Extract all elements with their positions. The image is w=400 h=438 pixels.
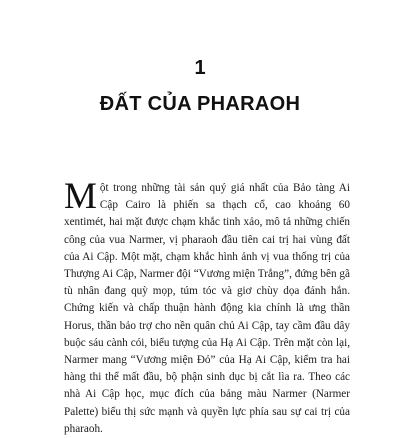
chapter-body [64, 176, 350, 438]
chapter-number: 1 [194, 57, 206, 79]
drop-cap: M [64, 176, 97, 217]
body-paragraph [64, 176, 350, 438]
paragraph-text: ột trong những tài sản quý giá nhất của Bảo tàng Ai Cập Cairo là phiến sa thạch cổ, cao khoảng 60 xentimét, hai mặt được chạm khắc tinh xảo, mô tả những chiến công của vua Narmer, vị pharaoh đầu tiên cai trị hai vùng đất của Ai Cập. Một mặt, chạm khắc hình ảnh vị vua thống trị của Thượng Ai Cập, Narmer đội “Vương miện Trắng”, đứng bên gã tù nhân đang quỳ mọp, túm tóc và giơ chùy dọa đánh hắn. Chứng kiến và chấp thuận hành động kia chính là ưng thần Horus, thần bảo trợ cho nền quân chủ Ai Cập, tay cầm đầu dây buộc sáu cành cói, biểu tượng của Hạ Ai Cập. Trên mặt còn lại, Narmer mang “Vương miện Đỏ” của Hạ Ai Cập, kiểm tra hai hàng thi thể mất đầu, bộ phận sinh dục bị cắt lìa ra. Theo các nhà Ai Cập học, mục đích của bảng màu Narmer (Narmer Palette) biểu thị sức mạnh và quyền lực phía sau sự cai trị của pharaoh. [64, 182, 350, 435]
chapter-title: ĐẤT CỦA PHARAOH [99, 93, 301, 115]
